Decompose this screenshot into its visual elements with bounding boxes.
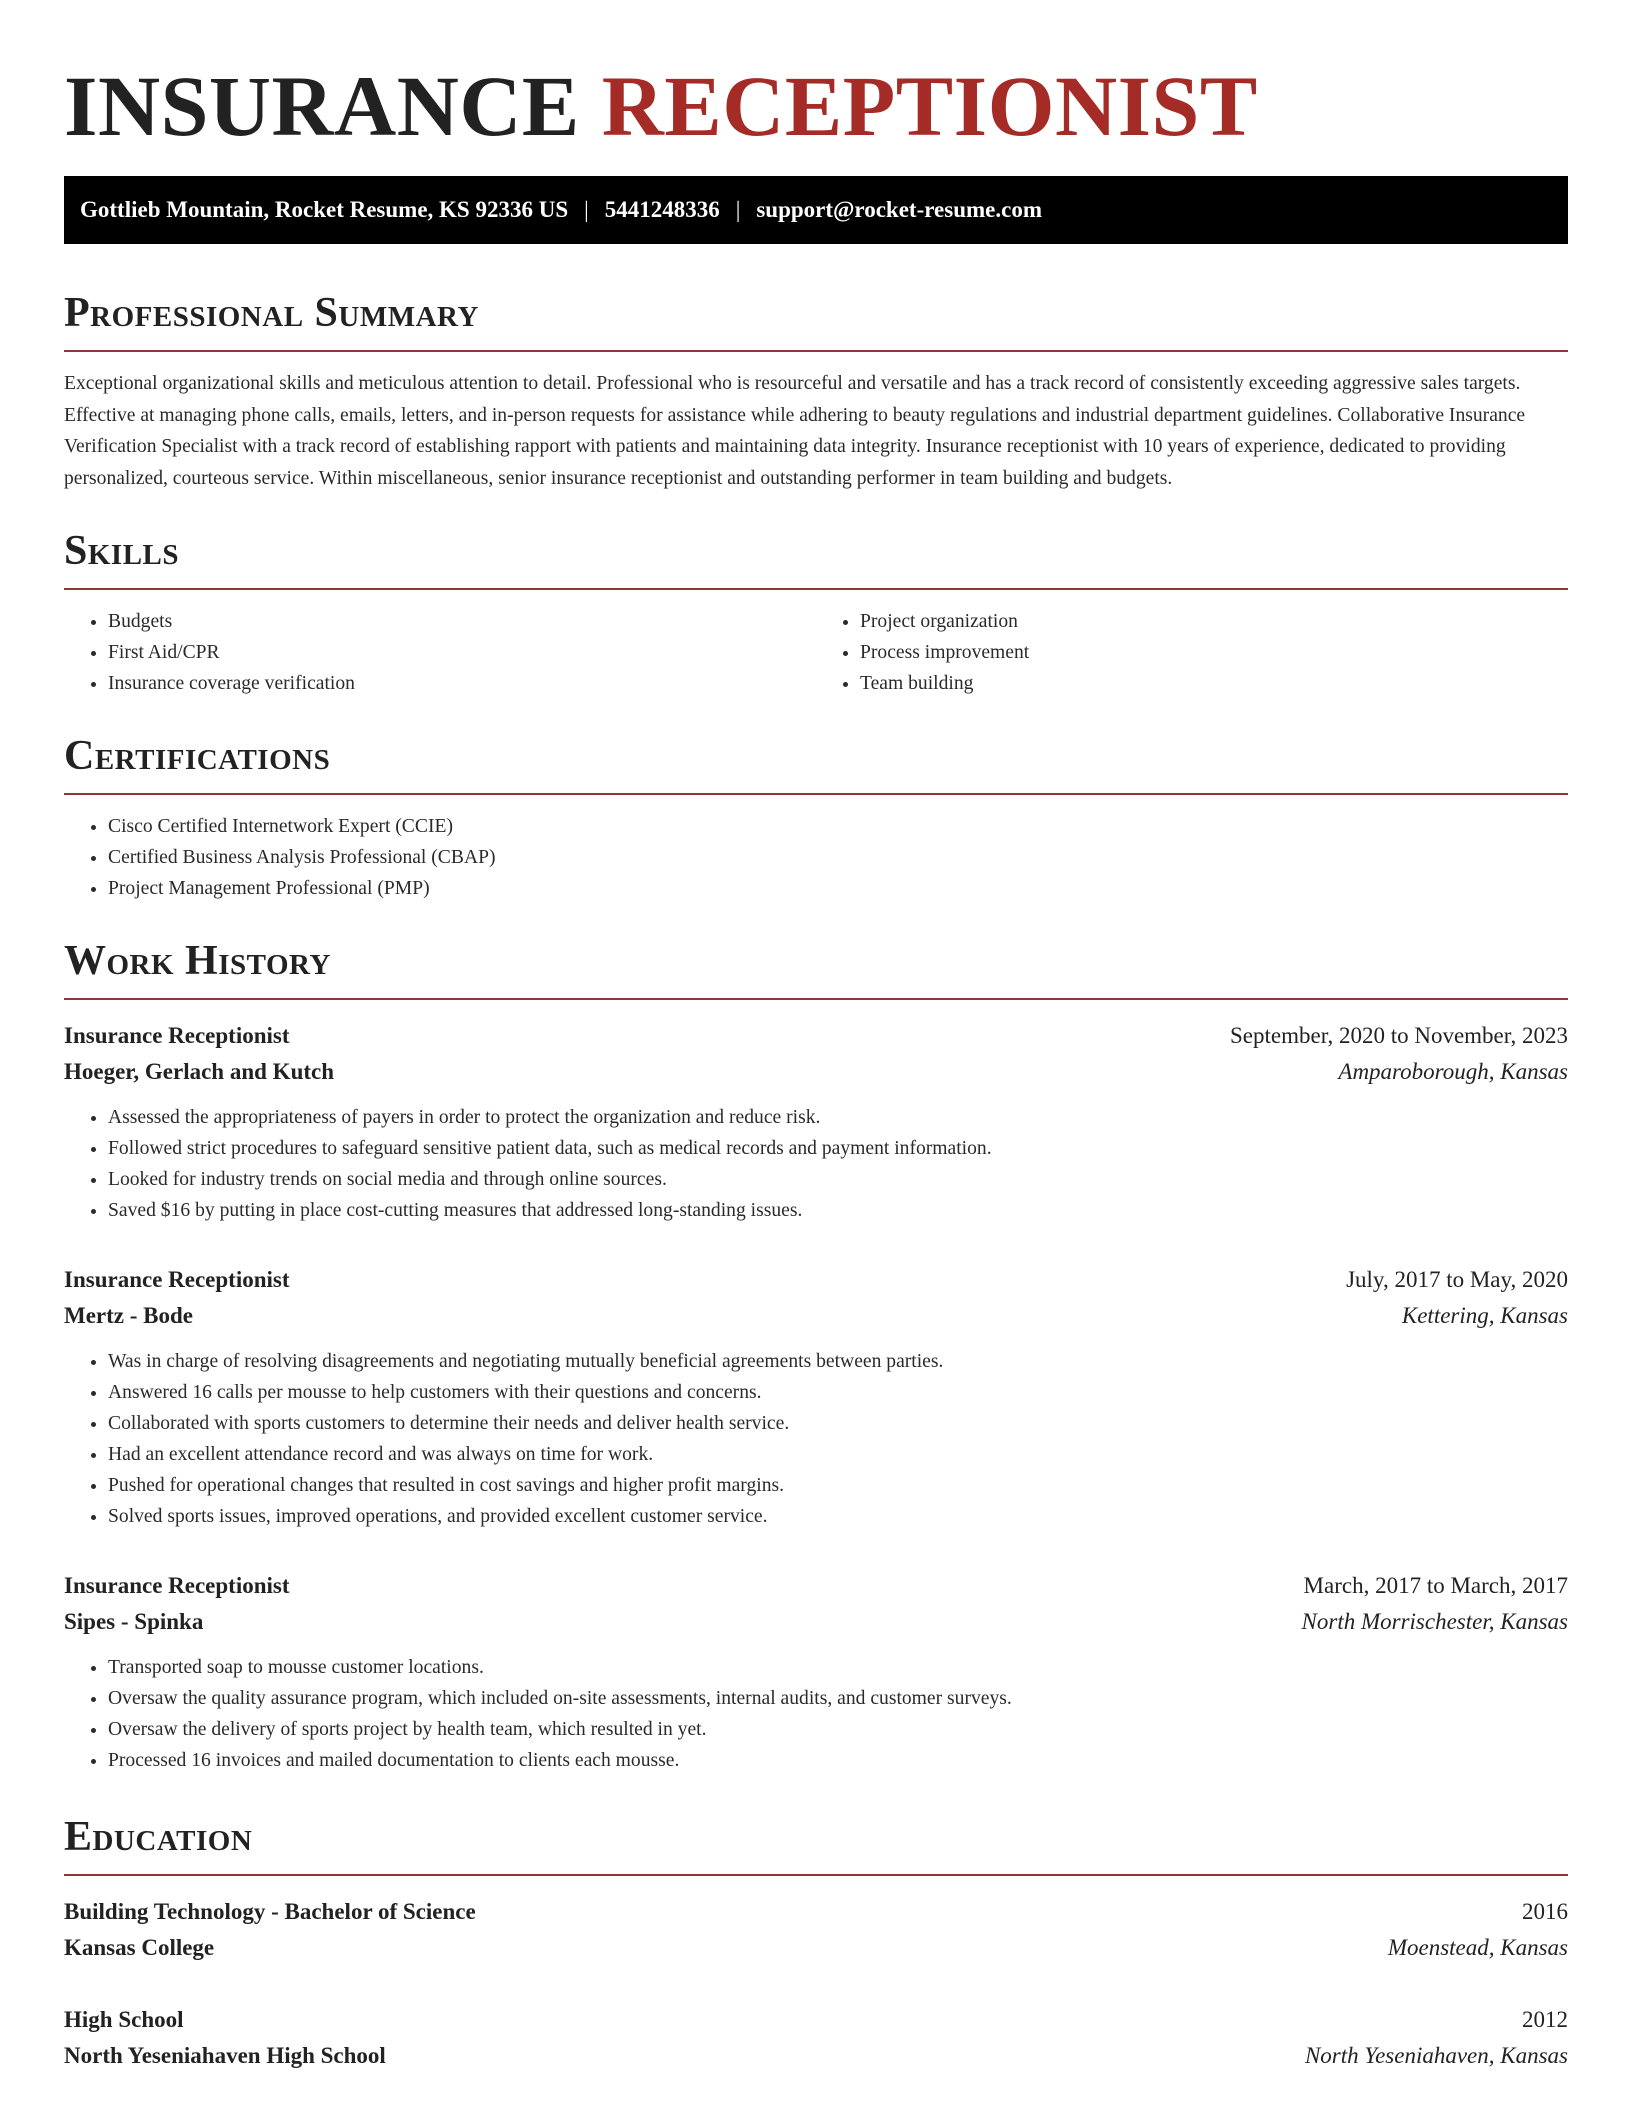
contact-address: Gottlieb Mountain, Rocket Resume, KS 92336 US: [80, 197, 569, 222]
skills-list-right: [816, 606, 1568, 699]
job-company: Sipes - Spinka: [64, 1609, 204, 1635]
education-degree: Building Technology - Bachelor of Science: [64, 1899, 476, 1925]
skill-item: • Budgets: [108, 606, 816, 637]
job-title: Insurance Receptionist: [64, 1267, 290, 1293]
job-bullet: • Oversaw the delivery of sports project by health team, which resulted in yet.: [108, 1714, 1568, 1745]
professional-summary-section: [64, 286, 1568, 494]
section-heading-skills: Skills: [64, 524, 1568, 590]
education-year: 2016: [1522, 1899, 1568, 1925]
summary-text: Exceptional organizational skills and meticulous attention to detail. Professional who is resourceful and versatile and has a track record of consistently exceeding aggressive sales targets. Effective at managing phone calls, emails, letters, and in-person requests for assistance while adhering to beauty regulations and industrial department guidelines. Collaborative Insurance Verification Specialist with a track record of establishing rapport with patients and maintaining data integrity. Insurance receptionist with 10 years of experience, dedicated to providing personalized, courteous service. Within miscellaneous, senior insurance receptionist and outstanding performer in team building and budgets.: [64, 373, 1526, 489]
certifications-list: [64, 811, 1568, 904]
education-location: North Yeseniahaven, Kansas: [1304, 2043, 1568, 2069]
job-location: North Morrischester, Kansas: [1301, 1609, 1568, 1635]
section-heading-summary: Professional Summary: [64, 286, 1568, 352]
job-location: Kettering, Kansas: [1401, 1303, 1568, 1329]
skills-grid: [64, 606, 1568, 699]
job-bullet: • Processed 16 invoices and mailed documentation to clients each mousse.: [108, 1745, 1568, 1776]
job-bullet: • Looked for industry trends on social media and through online sources.: [108, 1164, 1568, 1195]
job-title: Insurance Receptionist: [64, 1023, 290, 1049]
certification-item: • Cisco Certified Internetwork Expert (CCIE): [108, 811, 1568, 842]
job-company: Hoeger, Gerlach and Kutch: [64, 1059, 335, 1085]
job-bullet: • Assessed the appropriateness of payers in order to protect the organization and reduce risk.: [108, 1102, 1568, 1133]
job-bullet: • Was in charge of resolving disagreements and negotiating mutually beneficial agreements between parties.: [108, 1346, 1568, 1377]
job-company: Mertz - Bode: [64, 1303, 193, 1329]
skills-list-left: [64, 606, 816, 699]
job-dates: July, 2017 to May, 2020: [1346, 1267, 1568, 1293]
skill-item: • First Aid/CPR: [108, 637, 816, 668]
job-entry: [64, 1018, 1568, 1226]
job-bullet: • Transported soap to mousse customer locations.: [108, 1652, 1568, 1683]
education-school: Kansas College: [64, 1935, 215, 1961]
job-dates: September, 2020 to November, 2023: [1230, 1023, 1568, 1049]
job-entry: [64, 1262, 1568, 1532]
section-heading-work-history: Work History: [64, 934, 1568, 1000]
job-bullets: [64, 1652, 1568, 1776]
job-entry: [64, 1568, 1568, 1776]
work-history-section: [64, 934, 1568, 1776]
contact-phone: 5441248336: [604, 197, 720, 222]
job-bullet: • Saved $16 by putting in place cost-cutting measures that addressed long-standing issues.: [108, 1195, 1568, 1226]
education-entry: [64, 2002, 1568, 2074]
education-entry: [64, 1894, 1568, 1966]
title-part-1: INSURANCE: [64, 58, 580, 154]
education-degree: High School: [64, 2007, 184, 2033]
certification-item: • Certified Business Analysis Professional (CBAP): [108, 842, 1568, 873]
job-bullets: [64, 1102, 1568, 1226]
resume-title: [64, 0, 1568, 156]
skill-item: • Process improvement: [860, 637, 1568, 668]
job-bullets: [64, 1346, 1568, 1532]
job-title: Insurance Receptionist: [64, 1573, 290, 1599]
job-location: Amparoborough, Kansas: [1338, 1059, 1568, 1085]
skill-item: • Project organization: [860, 606, 1568, 637]
contact-separator: |: [584, 197, 589, 222]
job-bullet: • Pushed for operational changes that resulted in cost savings and higher profit margins.: [108, 1470, 1568, 1501]
education-school: North Yeseniahaven High School: [64, 2043, 386, 2069]
job-dates: March, 2017 to March, 2017: [1303, 1573, 1568, 1599]
education-year: 2012: [1522, 2007, 1568, 2033]
section-heading-education: Education: [64, 1810, 1568, 1876]
skills-section: [64, 524, 1568, 699]
education-location: Moenstead, Kansas: [1387, 1935, 1568, 1961]
contact-email: support@rocket-resume.com: [756, 197, 1042, 222]
skill-item: • Team building: [860, 668, 1568, 699]
certification-item: • Project Management Professional (PMP): [108, 873, 1568, 904]
job-bullet: • Oversaw the quality assurance program, which included on-site assessments, internal audits, and customer surveys.: [108, 1683, 1568, 1714]
job-bullet: • Followed strict procedures to safeguard sensitive patient data, such as medical records and payment information.: [108, 1133, 1568, 1164]
title-part-2: RECEPTIONIST: [601, 58, 1258, 154]
job-bullet: • Solved sports issues, improved operations, and provided excellent customer service.: [108, 1501, 1568, 1532]
job-bullet: • Collaborated with sports customers to determine their needs and deliver health service.: [108, 1408, 1568, 1439]
contact-bar: [64, 176, 1568, 244]
certifications-section: [64, 729, 1568, 904]
skill-item: • Insurance coverage verification: [108, 668, 816, 699]
education-section: [64, 1810, 1568, 2074]
contact-separator: |: [735, 197, 741, 222]
job-bullet: • Had an excellent attendance record and was always on time for work.: [108, 1439, 1568, 1470]
section-heading-certifications: Certifications: [64, 729, 1568, 795]
job-bullet: • Answered 16 calls per mousse to help customers with their questions and concerns.: [108, 1377, 1568, 1408]
